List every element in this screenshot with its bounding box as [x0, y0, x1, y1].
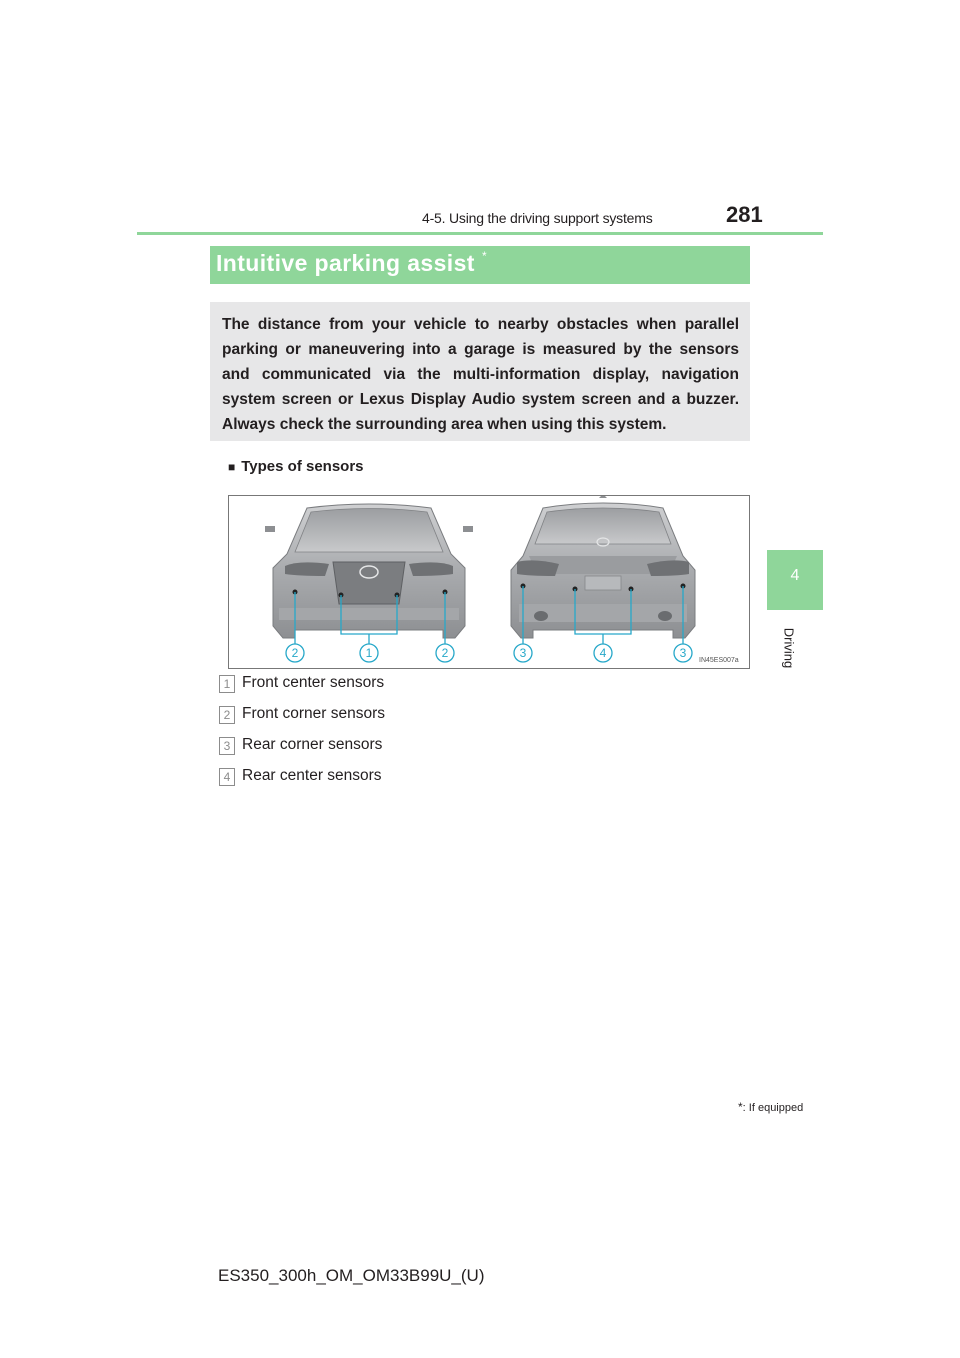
chapter-label-text: Driving	[781, 627, 797, 669]
equipped-marker: *	[482, 249, 487, 263]
callout-label: 4	[599, 646, 607, 660]
page-number: 281	[726, 202, 763, 227]
figure-code: IN45ES007a	[699, 657, 739, 664]
callout-label: 3	[519, 646, 527, 660]
chapter-tab	[767, 550, 823, 610]
rear-car-illustration	[511, 496, 695, 638]
callout-label: 3	[679, 646, 687, 660]
legend-label: Rear corner sensors	[242, 736, 383, 753]
legend-number: 1	[219, 675, 235, 693]
callout-label: 2	[291, 646, 299, 660]
callout-label: 1	[365, 646, 373, 660]
subheading-marker: ■	[228, 460, 236, 474]
legend-number: 2	[219, 706, 235, 724]
footnote	[738, 1100, 803, 1114]
legend-label: Rear center sensors	[242, 767, 382, 784]
footnote-marker: *	[738, 1100, 743, 1114]
sensor-diagram	[229, 496, 749, 668]
legend-number: 4	[219, 768, 235, 786]
footer-document-code: ES350_300h_OM_OM33B99U_(U)	[218, 1266, 485, 1285]
footnote-text: : If equipped	[742, 1102, 804, 1114]
subheading	[228, 458, 364, 475]
chapter-label	[779, 618, 799, 678]
callout-label: 2	[441, 646, 449, 660]
intro-text: The distance from your vehicle to nearby obstacles when parallel parking or maneuvering into a garage is measured by the sensors and communicated via the multi-information display, navigation system screen or Lexus Display Audio system screen and a buzzer. Always check the surrounding area when using this system.	[222, 316, 739, 433]
chapter-number: 4	[790, 567, 800, 584]
legend-label: Front center sensors	[242, 674, 385, 691]
intro-box	[210, 302, 750, 441]
legend-label: Front corner sensors	[242, 705, 385, 722]
header-rule	[137, 232, 823, 235]
header-section-title: 4-5. Using the driving support systems	[422, 210, 653, 226]
legend-number: 3	[219, 737, 235, 755]
section-title-bar	[210, 246, 750, 284]
subheading-text: Types of sensors	[241, 458, 364, 475]
sensor-figure	[228, 495, 750, 669]
section-title: Intuitive parking assist	[216, 250, 475, 276]
